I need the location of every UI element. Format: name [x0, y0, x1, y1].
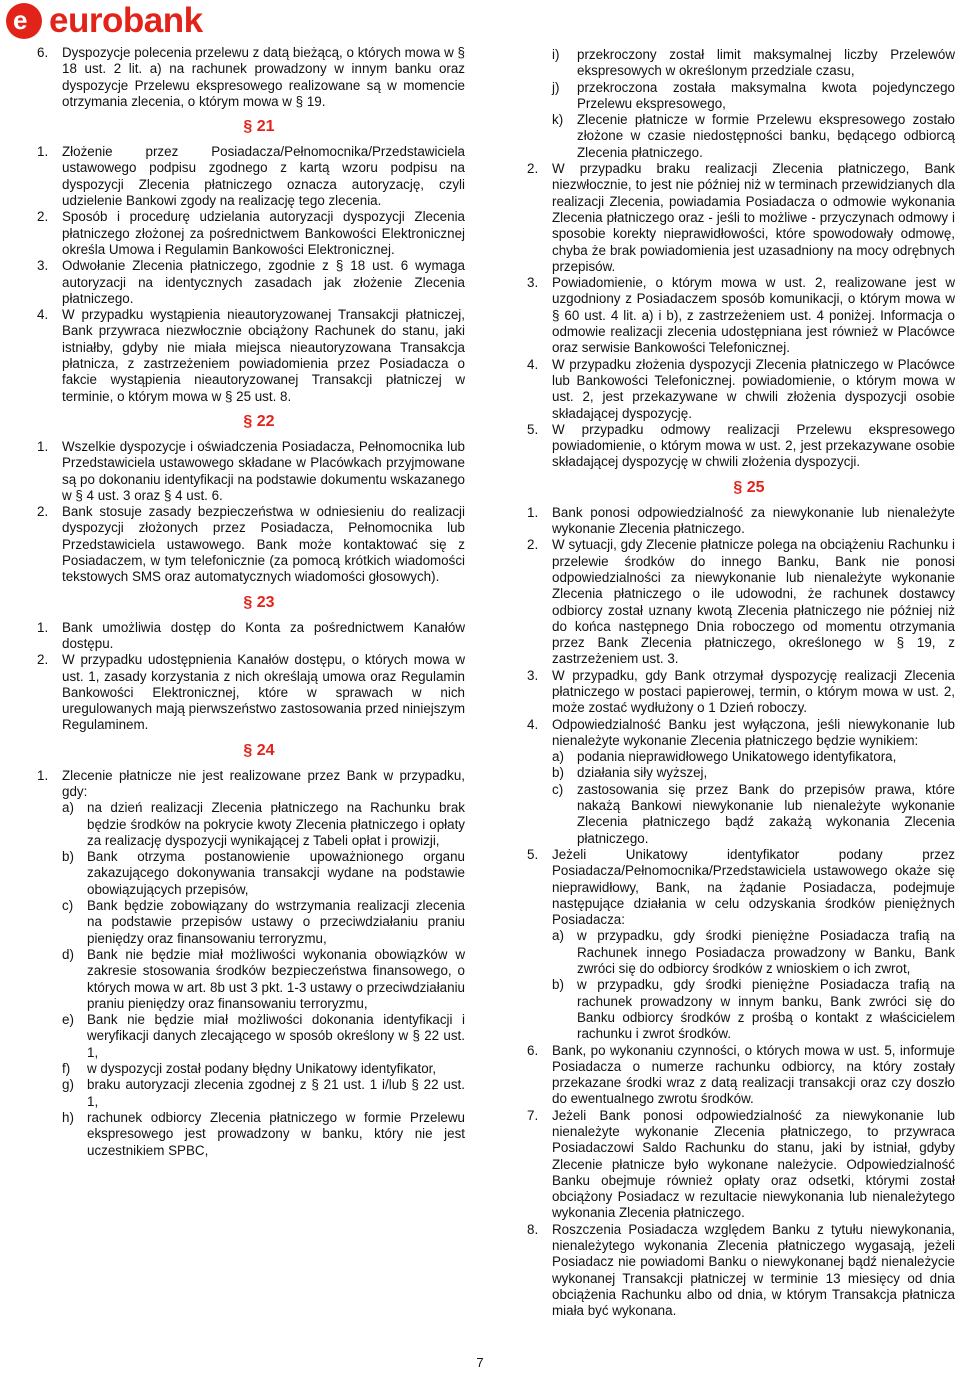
sub-item: [552, 47, 955, 80]
item-text: Roszczenia Posiadacza względem Banku z tytułu niewykonania, nienależytego wykonania Zlecenia płatniczego wygasają, jeżeli Posiadacz nie powiadomi Banku o niewykonanej bądź nienależycie wykonanej Transakcji płatniczej w terminie 13 miesięcy od dnia obciążenia Rachunku albo od dnia, w którym Transakcja płatnicza miała być wykonana.: [552, 1221, 955, 1319]
section-heading: § 25: [733, 478, 765, 496]
item-number: 3.: [527, 667, 539, 683]
item-text: podania nieprawidłowego Unikatowego identyfikatora,: [577, 749, 897, 765]
item-number: 1.: [37, 767, 49, 783]
item-number: 2.: [37, 209, 49, 225]
numbered-paragraph: [37, 45, 465, 110]
item-number: a): [552, 928, 564, 944]
sub-item: [62, 1061, 465, 1077]
numbered-paragraph: [527, 668, 955, 717]
sub-item: [552, 928, 955, 977]
item-number: 1.: [527, 504, 539, 520]
item-text: w dyspozycji został podany błędny Unikatowy identyfikator,: [87, 1061, 437, 1077]
item-text: Powiadomienie, o którym mowa w ust. 2, realizowane jest w uzgodniony z Posiadaczem sposób komunikacji, o którym mowa w § 60 ust. 4 lit. a) i b), z zastrzeżeniem ust. 4 poniżej. Informacja o odmowie realizacji zlecenia udostępniana jest również w Placówce oraz serwisie Bankowości Telefonicznej.: [552, 275, 955, 356]
item-number: 1.: [37, 438, 49, 454]
item-text: w przypadku, gdy środki pieniężne Posiadacza trafią na Rachunek innego Posiadacza prowadzony w Banku, Bank zwróci się do odbiorcy środków z wnioskiem o ich zwrot,: [577, 928, 955, 977]
item-text: Bank umożliwia dostęp do Konta za pośrednictwem Kanałów dostępu.: [62, 619, 465, 651]
item-text: działania siły wyższej,: [577, 765, 708, 781]
section-heading: § 23: [243, 593, 275, 611]
item-text: W przypadku braku realizacji Zlecenia płatniczego, Bank niezwłocznie, to jest nie później niż w terminach przewidzianych dla realizacji Zlecenia, powiadamia Posiadacza o odmowie wykonania Zlecenia płatniczego oraz - jeśli to możliwe - przyczynach odmowy i sposobie korekty nieprawidłowości, które spowodowały odmowę, chyba że brak powiadomienia jest uzasadniony na mocy odrębnych przepisów.: [552, 161, 955, 274]
numbered-paragraph: [527, 1043, 955, 1108]
item-number: 3.: [527, 275, 539, 291]
item-number: 4.: [527, 356, 539, 372]
item-text: zastosowania się przez Bank do przepisów prawa, które nakażą Bankowi niewykonanie lub nienależyte wykonanie Zlecenia płatniczego bądź zakażą wykonania Zlecenia płatniczego.: [577, 781, 955, 846]
item-text: Bank nie będzie miał możliwości wykonania obowiązków w zakresie stosowania środków bezpieczeństwa finansowego, o których mowa w art. 8b ust 3 pkt. 1-3 ustawy o przeciwdziałaniu praniu pieniędzy oraz finansowaniu terroryzmu,: [87, 946, 465, 1011]
item-number: b): [552, 765, 564, 781]
item-number: i): [552, 47, 560, 62]
item-text: braku autoryzacji zlecenia zgodnej z § 21 ust. 1 i/lub § 22 ust. 1,: [87, 1077, 465, 1109]
item-text: W przypadku wystąpienia nieautoryzowanej Transakcji płatniczej, Bank przywraca niezwłocznie obciążony Rachunek do stanu, jaki istniałby, gdyby nie miała miejsca nieautoryzowana Transakcja płatnicza, z zastrzeżeniem powiadomienia przez Posiadacza o fakcie wystąpienia nieautoryzowanej Transakcji płatniczej w terminie, o którym mowa w § 25 ust. 8.: [62, 307, 465, 404]
item-text: przekroczona została maksymalna kwota pojedynczego Przelewu ekspresowego,: [577, 79, 955, 111]
item-text: Jeżeli Unikatowy identyfikator podany przez Posiadacza/Pełnomocnika/Przedstawiciela ustawowego okaże się nieprawidłowy, Bank, na żądanie Posiadacza, podejmuje następujące działania w celu odzyskania środków pieniężnych Posiadacza:: [552, 846, 955, 928]
numbered-paragraph: [37, 620, 465, 653]
sub-item: [62, 1077, 465, 1110]
item-number: a): [552, 749, 564, 765]
numbered-paragraph: [527, 357, 955, 422]
logo-mark-icon: e: [6, 3, 42, 39]
item-number: c): [62, 898, 74, 914]
item-number: 6.: [37, 45, 49, 60]
sub-item: [62, 1110, 465, 1159]
numbered-paragraph: [527, 1222, 955, 1320]
item-number: 1.: [37, 619, 49, 635]
sub-item: [552, 80, 955, 113]
item-text: przekroczony został limit maksymalnej liczby Przelewów ekspresowych w określonym przedziale czasu,: [577, 47, 955, 79]
numbered-paragraph: [527, 275, 955, 356]
sub-item: [62, 898, 465, 947]
item-text: w przypadku, gdy środki pieniężne Posiadacza trafią na rachunek prowadzony w innym banku, Bank zwróci się do Banku odbiorcy środków z prośbą o kontakt z właścicielem rachunku i zwrot środków.: [577, 977, 955, 1042]
item-number: j): [552, 79, 560, 95]
item-text: Bank będzie zobowiązany do wstrzymania realizacji zlecenia na podstawie przepisów ustawy o przeciwdziałaniu praniu pieniędzy oraz finansowaniu terroryzmu,: [87, 898, 465, 946]
item-text: W sytuacji, gdy Zlecenie płatnicze polega na obciążeniu Rachunku i przelewie środków do innego Banku, Bank nie ponosi odpowiedzialności za niewykonanie lub nienależyte wykonanie Zlecenia płatniczego o ile udowodni, że rachunek dostawcy odbiorcy został uznany kwotą Zlecenia płatniczego nie później niż do końca następnego Dnia roboczego od momentu otrzymania przez Bank Zlecenia płatniczego, określonego w § 19, z zastrzeżeniem ust. 3.: [552, 537, 955, 667]
numbered-paragraph: [37, 144, 465, 209]
item-number: 5.: [527, 846, 539, 862]
numbered-paragraph: [527, 1108, 955, 1222]
item-number: h): [62, 1109, 74, 1125]
sub-item: [62, 1012, 465, 1061]
item-text: W przypadku, gdy Bank otrzymał dyspozycję realizacji Zlecenia płatniczego w postaci papierowej, termin, o którym mowa w ust. 2, może zostać wydłużony o 1 Dzień roboczy.: [552, 667, 955, 716]
numbered-paragraph: [527, 161, 955, 275]
item-text: Bank nie będzie miał możliwości dokonania identyfikacji i weryfikacji danych zlecającego w sposób określony w § 22 ust. 1,: [87, 1012, 465, 1060]
section-heading: § 22: [243, 412, 275, 430]
item-text: Odpowiedzialność Banku jest wyłączona, jeśli niewykonanie lub nienależyte wykonanie Zlecenia płatniczego będzie wynikiem:: [552, 716, 955, 748]
logo-text: eurobank: [49, 1, 203, 40]
item-number: 6.: [527, 1042, 539, 1058]
numbered-paragraph: [37, 768, 465, 801]
section-heading: § 21: [243, 118, 275, 136]
item-text: Wszelkie dyspozycje i oświadczenia Posiadacza, Pełnomocnika lub Przedstawiciela ustawowego składane w Placówkach przyjmowane są po dokonaniu identyfikacji na podstawie dokumentu wskazanego w § 4 ust. 3 oraz § 4 ust. 6.: [62, 438, 465, 503]
item-text: W przypadku odmowy realizacji Przelewu ekspresowego powiadomienie, o którym mowa w ust. 2, jest przekazywane osobie składającej dyspozycję w chwili złożenia dyspozycji.: [552, 421, 955, 470]
item-number: 3.: [37, 258, 49, 274]
numbered-paragraph: [527, 422, 955, 471]
item-number: 2.: [527, 161, 539, 177]
item-number: 8.: [527, 1221, 539, 1237]
item-number: 2.: [527, 537, 539, 553]
item-number: f): [62, 1061, 71, 1077]
item-number: e): [62, 1012, 74, 1028]
item-text: Bank ponosi odpowiedzialność za niewykonanie lub nienależyte wykonanie Zlecenia płatniczego.: [552, 504, 955, 537]
item-text: na dzień realizacji Zlecenia płatniczego na Rachunku brak będzie środków na pokrycie kwoty Zlecenia płatniczego i opłaty za realizację dyspozycji wynikającej z Tabeli opłat i prowizji,: [87, 800, 465, 848]
item-text: Sposób i procedurę udzielania autoryzacji dyspozycji Zlecenia płatniczego złożonej za pośrednictwem Bankowości Elektronicznej określa Umowa i Regulamin Bankowości Elektronicznej.: [62, 209, 465, 257]
sub-item: [552, 749, 955, 765]
item-number: g): [62, 1077, 74, 1093]
item-number: b): [552, 977, 564, 993]
item-text: Bank stosuje zasady bezpieczeństwa w odniesieniu do realizacji dyspozycji złożonych przez Posiadacza, Pełnomocnika lub Przedstawiciela ustawowego. Bank może kontaktować się z Posiadaczem, w tym telefonicznie (za pomocą krótkich wiadomości tekstowych SMS oraz automatycznych wiadomości głosowych).: [62, 504, 465, 585]
item-text: Jeżeli Bank ponosi odpowiedzialność za niewykonanie lub nienależyte wykonanie Zlecenia płatniczego, to przywraca Posiadaczowi Saldo Rachunku do stanu, jaki by istniał, gdyby Zlecenie płatnicze było wykonane należycie. Odpowiedzialność Banku obejmuje również opłaty oraz odsetki, którymi został obciążony Posiadacz w rezultacie niewykonania lub nienależytego wykonania Zlecenia płatniczego.: [552, 1107, 955, 1221]
sub-item: [552, 977, 955, 1042]
item-text: Zlecenie płatnicze nie jest realizowane przez Bank w przypadku, gdy:: [62, 767, 465, 799]
item-text: rachunek odbiorcy Zlecenia płatniczego w formie Przelewu ekspresowego jest prowadzony w banku, który nie jest uczestnikiem SPBC,: [87, 1109, 465, 1158]
sub-item: [62, 849, 465, 898]
item-number: 5.: [527, 421, 539, 437]
item-number: 7.: [527, 1107, 539, 1123]
item-number: a): [62, 800, 74, 816]
item-number: 2.: [37, 504, 49, 520]
numbered-paragraph: [527, 717, 955, 750]
item-number: 2.: [37, 652, 49, 668]
item-number: k): [552, 112, 564, 128]
numbered-paragraph: [527, 847, 955, 928]
right-column: [527, 47, 955, 1320]
item-number: d): [62, 946, 74, 962]
eurobank-logo: [6, 2, 203, 40]
numbered-paragraph: [37, 307, 465, 405]
sub-item: [62, 947, 465, 1012]
left-column: [37, 45, 465, 1159]
item-text: W przypadku udostępnienia Kanałów dostępu, o których mowa w ust. 1, zasady korzystania z nich określają umowa oraz Regulamin Bankowości Elektronicznej, które w sprawach w nich uregulowanych mają pierwszeństwo zastosowania przed niniejszym Regulaminem.: [62, 652, 465, 733]
item-text: Złożenie przez Posiadacza/Pełnomocnika/Przedstawiciela ustawowego podpisu zgodnego z kartą wzoru podpisu na dyspozycji Zlecenia płatniczego oznacza autoryzację, czyli udzielenie Bankowi zgody na realizację tego zlecenia.: [62, 144, 465, 209]
item-number: 4.: [37, 307, 49, 323]
numbered-paragraph: [37, 209, 465, 258]
numbered-paragraph: [527, 537, 955, 667]
page-number: 7: [476, 1355, 484, 1370]
numbered-paragraph: [37, 652, 465, 733]
sub-item: [62, 800, 465, 849]
section-heading: § 24: [243, 741, 275, 759]
numbered-paragraph: [527, 505, 955, 538]
item-text: Dyspozycje polecenia przelewu z datą bieżącą, o których mowa w § 18 ust. 2 lit. a) na rachunek prowadzony w innym banku oraz dyspozycje Przelewu ekspresowego realizowane są w momencie otrzymania zlecenia, o którym mowa w § 19.: [62, 45, 465, 109]
numbered-paragraph: [37, 504, 465, 585]
sub-item: [552, 782, 955, 847]
sub-item: [552, 765, 955, 781]
numbered-paragraph: [37, 439, 465, 504]
item-text: Odwołanie Zlecenia płatniczego, zgodnie z § 18 ust. 6 wymaga autoryzacji na identycznych zasadach jak złożenie Zlecenia płatniczego.: [62, 258, 465, 306]
item-text: W przypadku złożenia dyspozycji Zlecenia płatniczego w Placówce lub Bankowości Telefonicznej. powiadomienie, o którym mowa w ust. 2, jest przekazywane w chwili złożenia dyspozycji osobie składającej dyspozycję.: [552, 356, 955, 421]
numbered-paragraph: [37, 258, 465, 307]
sub-item: [552, 112, 955, 161]
item-number: b): [62, 849, 74, 865]
item-number: 1.: [37, 144, 49, 160]
item-text: Zlecenie płatnicze w formie Przelewu ekspresowego zostało złożone w czasie niedostępności banku, będącego odbiorcą Zlecenia płatniczego.: [577, 112, 955, 160]
item-number: c): [552, 781, 564, 797]
item-text: Bank otrzyma postanowienie upoważnionego organu zakazującego dokonywania transakcji wydane na podstawie obowiązujących przepisów,: [87, 849, 465, 897]
item-text: Bank, po wykonaniu czynności, o których mowa w ust. 5, informuje Posiadacza o numerze rachunku odbiorcy, na który zostały przekazane środki wraz z datą realizacji transakcji oraz czy doszło do ewentualnego zwrotu środków.: [552, 1042, 955, 1107]
item-number: 4.: [527, 716, 539, 732]
